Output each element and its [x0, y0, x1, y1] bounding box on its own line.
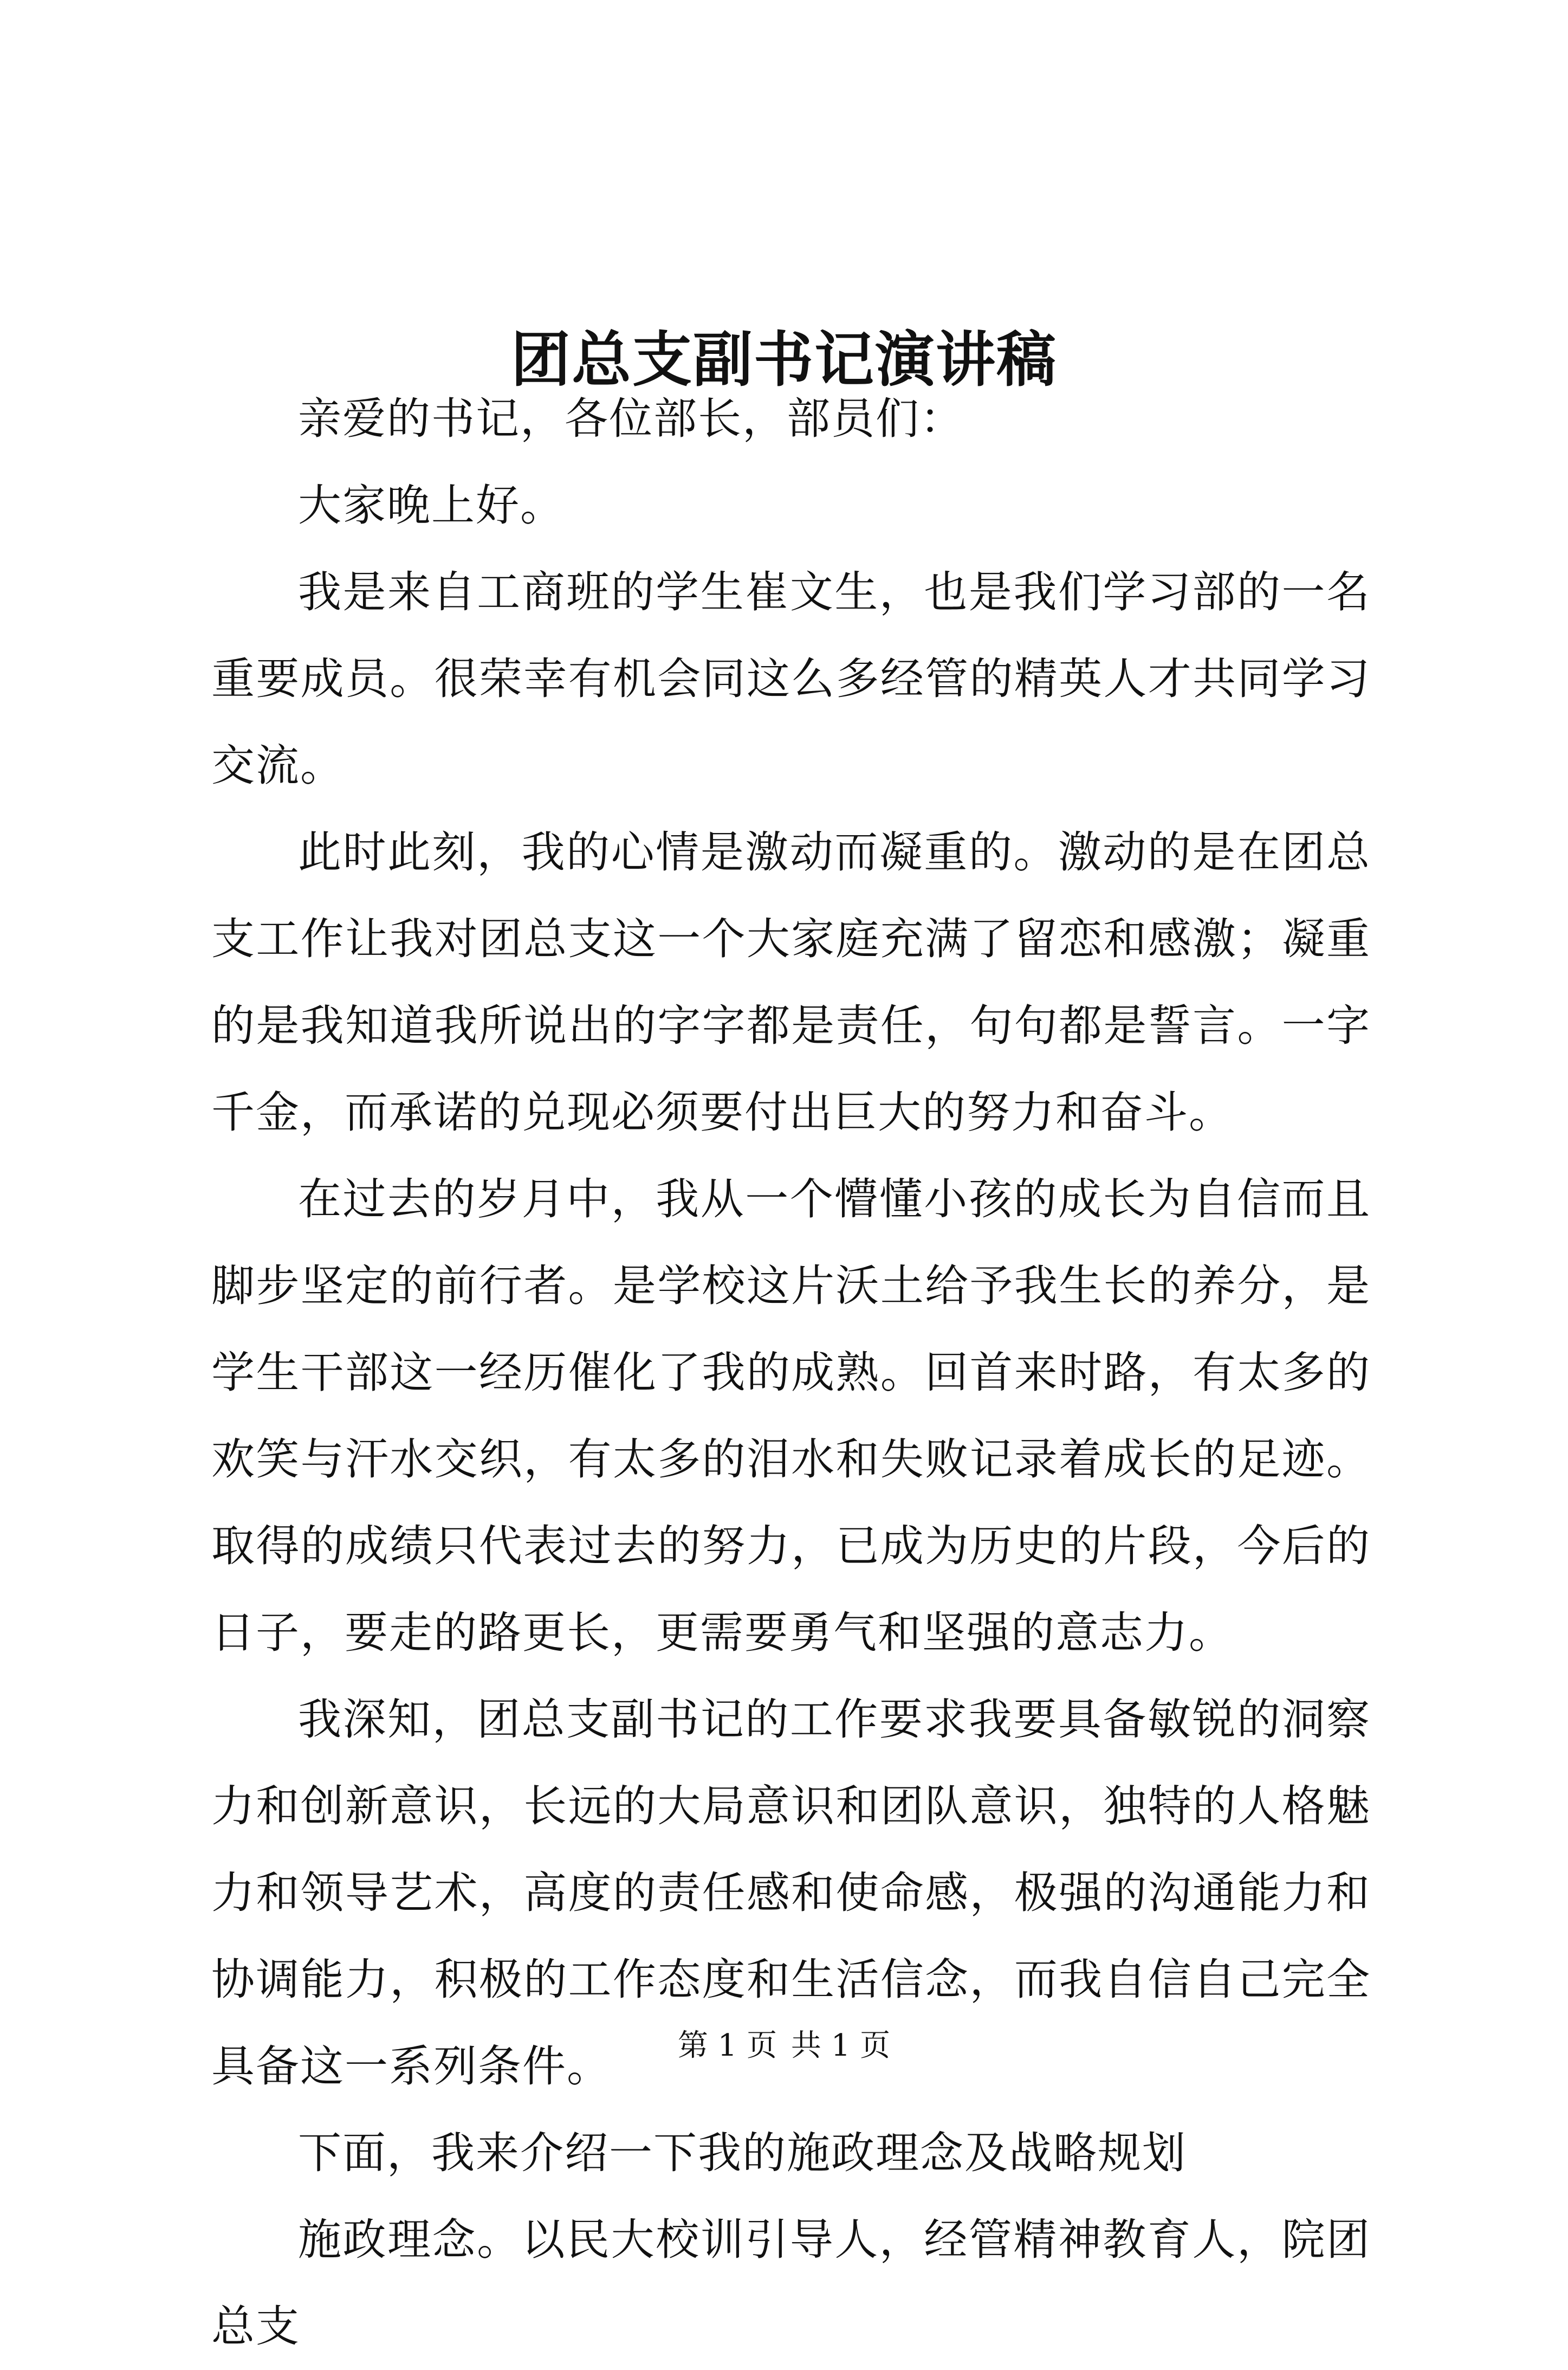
- paragraph-salutation: 大家晚上好。: [298, 480, 565, 531]
- page-number: 第 1 页: [677, 2028, 777, 2063]
- paragraph-introduction: 我是来自工商班的学生崔文生，也是我们学习部的一名重要成员。很荣幸有机会同这么多经管的精英人才共同学习交流。: [211, 567, 1371, 791]
- paragraph-qualifications: 我深知，团总支副书记的工作要求我要具备敏锐的洞察力和创新意识，长远的大局意识和团队意识，独特的人格魅力和领导艺术，高度的责任感和使命感，极强的沟通能力和协调能力，积极的工作态度和生活信念，而我自信自己完全具备这一系列条件。: [211, 1694, 1371, 2091]
- page-total: 共 1 页: [791, 2028, 891, 2063]
- page-footer: [0, 2024, 1568, 2068]
- paragraph-plan-intro: 下面，我来介绍一下我的施政理念及战略规划: [298, 2128, 1187, 2178]
- paragraph-greeting: 亲爱的书记，各位部长，部员们：: [298, 393, 964, 444]
- paragraph-past-experience: 在过去的岁月中，我从一个懵懂小孩的成长为自信而且脚步坚定的前行者。是学校这片沃土给予我生长的养分，是学生干部这一经历催化了我的成熟。回首来时路，有太多的欢笑与汗水交织，有太多的泪水和失败记录着成长的足迹。取得的成绩只代表过去的努力，已成为历史的片段，今后的日子，要走的路更长，更需要勇气和坚强的意志力。: [211, 1174, 1371, 1658]
- paragraph-feelings: 此时此刻，我的心情是激动而凝重的。激动的是在团总支工作让我对团总支这一个大家庭充满了留恋和感激；凝重的是我知道我所说出的字字都是责任，句句都是誓言。一字千金，而承诺的兑现必须要付出巨大的努力和奋斗。: [211, 827, 1371, 1138]
- document-body: [211, 376, 1371, 2370]
- document-title: 团总支副书记演讲稿: [511, 324, 1057, 395]
- paragraph-governance-concept: 施政理念。以民大校训引导人，经管精神教育人，院团总支: [211, 2214, 1371, 2352]
